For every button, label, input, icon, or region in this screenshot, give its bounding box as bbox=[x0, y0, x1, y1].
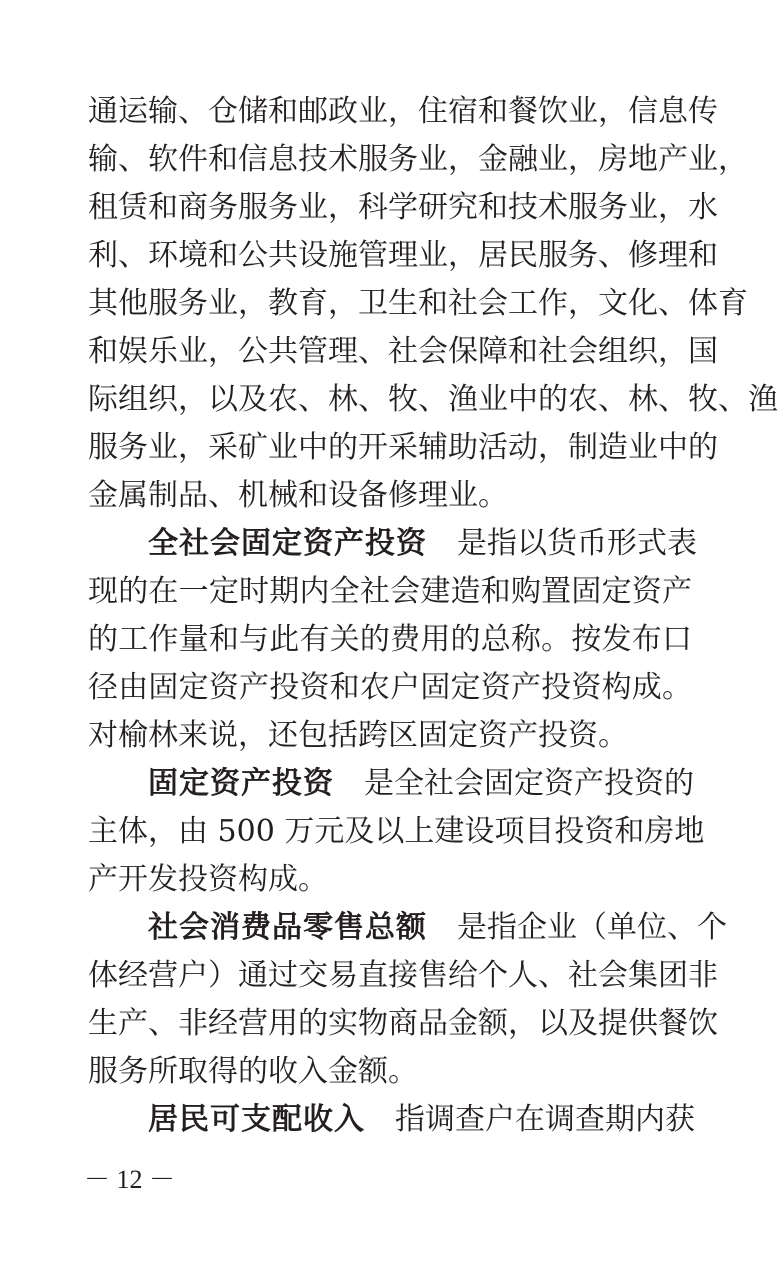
text-line bbox=[88, 520, 697, 568]
paragraph-industries-continued bbox=[88, 88, 778, 520]
term-fixed-asset-investment: 固定资产投资 bbox=[148, 766, 334, 801]
text-line: 利、环境和公共设施管理业，居民服务、修理和 bbox=[88, 238, 718, 273]
body-text bbox=[88, 88, 778, 1144]
text-line bbox=[88, 904, 727, 952]
text-line: 通运输、仓储和邮政业，住宿和餐饮业，信息传 bbox=[88, 94, 718, 129]
text-line: 产开发投资构成。 bbox=[88, 862, 328, 897]
text-line: 际组织，以及农、林、牧、渔业中的农、林、牧、渔 bbox=[88, 382, 778, 417]
text-line: 输、软件和信息技术服务业，金融业，房地产业， bbox=[88, 142, 748, 177]
text-line: 径由固定资产投资和农户固定资产投资构成。 bbox=[88, 670, 692, 705]
text-line: 租赁和商务服务业，科学研究和技术服务业，水 bbox=[88, 190, 718, 225]
paragraph-fixed-asset-investment bbox=[88, 760, 705, 904]
text-line bbox=[88, 760, 692, 808]
text-line: 和娱乐业，公共管理、社会保障和社会组织，国 bbox=[88, 334, 718, 369]
term-disposable-income: 居民可支配收入 bbox=[148, 1102, 365, 1137]
text-line: 对榆林来说，还包括跨区固定资产投资。 bbox=[88, 718, 628, 753]
definition-text: 指调查户在调查期内获 bbox=[395, 1102, 695, 1137]
text-line: 体经营户）通过交易直接售给个人、社会集团非 bbox=[88, 958, 718, 993]
text-line: 生产、非经营用的实物商品金额，以及提供餐饮 bbox=[88, 1006, 718, 1041]
text-line: 主体，由 500 万元及以上建设项目投资和房地 bbox=[88, 814, 705, 849]
definition-text: 是指企业（单位、个 bbox=[457, 910, 727, 945]
page-number: － 12 － bbox=[84, 1165, 176, 1194]
text-line: 其他服务业，教育，卫生和社会工作，文化、体育 bbox=[88, 286, 748, 321]
term-total-fixed-asset-investment: 全社会固定资产投资 bbox=[148, 526, 427, 561]
definition-text: 是指以货币形式表 bbox=[457, 526, 697, 561]
text-line: 服务所取得的收入金额。 bbox=[88, 1054, 418, 1089]
paragraph-total-fixed-asset-investment bbox=[88, 520, 697, 760]
definition-text: 是全社会固定资产投资的 bbox=[364, 766, 694, 801]
text-line: 金属制品、机械和设备修理业。 bbox=[88, 478, 508, 513]
paragraph-retail-sales bbox=[88, 904, 727, 1096]
term-retail-sales: 社会消费品零售总额 bbox=[148, 910, 427, 945]
text-line: 服务业，采矿业中的开采辅助活动，制造业中的 bbox=[88, 430, 718, 465]
text-line: 现的在一定时期内全社会建造和购置固定资产 bbox=[88, 574, 692, 609]
text-line: 的工作量和与此有关的费用的总称。按发布口 bbox=[88, 622, 692, 657]
paragraph-disposable-income bbox=[88, 1096, 695, 1144]
text-line bbox=[88, 1096, 695, 1144]
